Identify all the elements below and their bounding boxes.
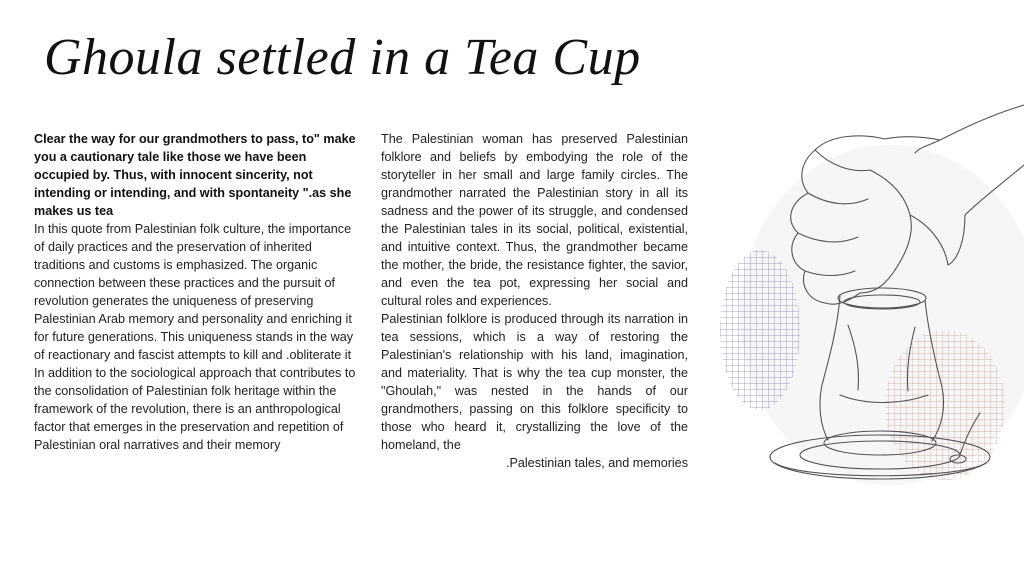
folk-quote: Clear the way for our grandmothers to pass, to" make you a cautionary tale like those we have been occupied by. Thus, with innocent sincerity, not intending or intending, and with spontaneity ".as she makes us tea (34, 132, 356, 218)
page-title: Ghoula settled in a Tea Cup (44, 29, 641, 86)
left-paragraph-1: In this quote from Palestinian folk culture, the importance of daily practices and the preservation of inherited traditions and customs is emphasized. The organic connection between these practices and the pursuit of revolution generates the uniqueness of preserving Palestinian Arab memory and personality and enriching it for future generations. This uniqueness stands in the way of reactionary and fascist attempts to kill and .obliterate it (34, 222, 354, 362)
left-text-column (34, 130, 364, 454)
grid-texture-red (885, 330, 1005, 480)
grid-texture-blue (720, 250, 800, 410)
right-paragraph-2: Palestinian folklore is produced through its narration in tea sessions, which is a way of restoring the Palestinian's relationship with his land, imagination, and materiality. That is why the tea cup monster, the "Ghoulah," was nested in the hands of our grandmothers, passing on this folklore specificity to those who heard it, crystallizing the love of the homeland, the (381, 312, 688, 452)
right-paragraph-2-end: .Palestinian tales, and memories (505, 456, 688, 470)
right-paragraph-1: The Palestinian woman has preserved Palestinian folklore and beliefs by embodying the role of the storyteller in her small and large family circles. The grandmother narrated the Palestinian story in all its sadness and the power of its struggle, and condensed the Palestinian tales in its social, political, existential, and intuitive context. Thus, the grandmother became the mother, the bride, the resistance fighter, the savior, and even the tea pot, expressing her social and cultural roles and experiences. (381, 132, 688, 308)
left-paragraph-2: In addition to the sociological approach that contributes to the consolidation of Palestinian folk heritage within the framework of the revolution, there is an anthropological factor that emerges in the preservation and repetition of Palestinian oral narratives and their memory (34, 366, 356, 452)
right-text-column (381, 130, 688, 472)
hand-holding-tea-glass-sketch-icon (690, 95, 1024, 515)
